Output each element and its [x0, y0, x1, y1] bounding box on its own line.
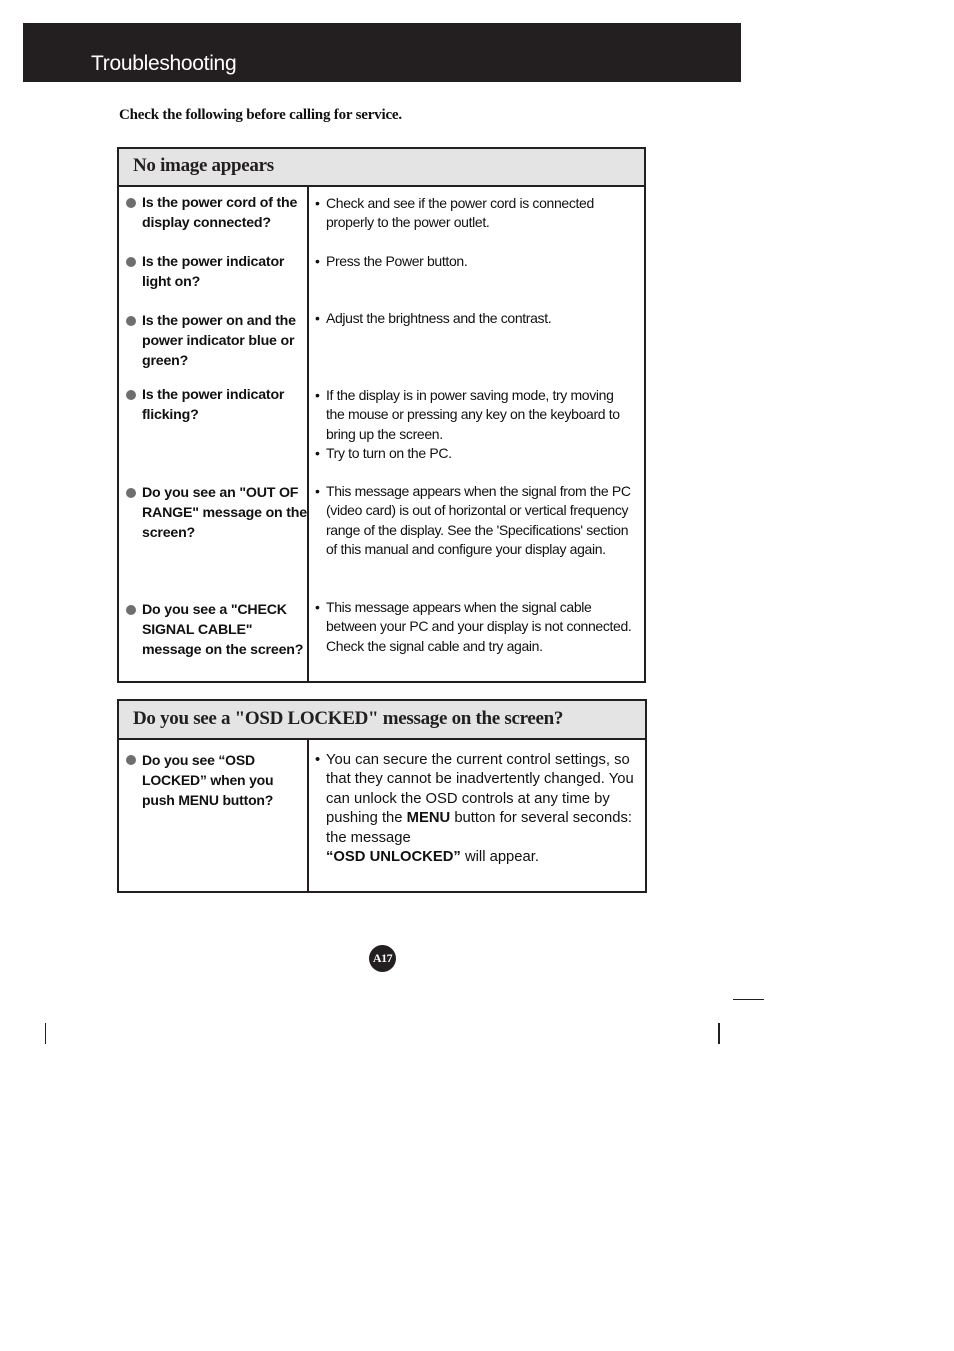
bullet-icon: • — [315, 195, 320, 211]
question-item — [126, 600, 308, 660]
question-item — [126, 483, 308, 543]
answer-item — [315, 598, 635, 656]
section-title: Do you see a "OSD LOCKED" message on the screen? — [133, 708, 564, 729]
answer-text: Try to turn on the PC. — [326, 444, 452, 461]
question-text: Is the power cord of the display connected? — [142, 195, 298, 231]
answer-item — [315, 482, 635, 559]
answer-text: Adjust the brightness and the contrast. — [326, 310, 552, 326]
bullet-dot-icon — [126, 488, 136, 498]
bullet-dot-icon — [126, 198, 136, 208]
answer-item — [315, 252, 635, 271]
bullet-icon: • — [315, 483, 320, 499]
bullet-icon: • — [315, 387, 320, 403]
answer-text: You can secure the current control settings, so that they cannot be inadvertently changed. You can unlock the OSD controls at any time by pushing the MENU button for several seconds: the message “OSD UNLOCKED” will appear. — [326, 752, 634, 866]
answer-item — [315, 386, 635, 463]
question-item — [126, 252, 308, 292]
bullet-icon: • — [315, 599, 320, 615]
bullet-dot-icon — [126, 755, 136, 765]
section-header — [119, 149, 644, 187]
answer-text: If the display is in power saving mode, try moving the mouse or pressing any key on the keyboard to bring up the screen. — [326, 387, 620, 442]
question-text: Is the power on and the power indicator blue or green? — [142, 313, 296, 369]
question-text: Is the power indicator light on? — [142, 254, 285, 290]
answer-text: This message appears when the signal cable between your PC and your display is not connected. Check the signal cable and try again. — [326, 599, 632, 654]
question-text: Is the power indicator flicking? — [142, 387, 285, 423]
crop-mark — [733, 999, 764, 1000]
section-no-image — [117, 147, 646, 683]
bullet-icon: • — [315, 310, 320, 326]
answer-text: Check and see if the power cord is connected properly to the power outlet. — [326, 195, 594, 231]
crop-mark — [718, 1023, 720, 1044]
question-item — [126, 385, 308, 425]
page-title: Troubleshooting — [91, 52, 237, 75]
bullet-icon: • — [315, 444, 320, 461]
bullet-icon: • — [315, 752, 321, 768]
question-text: Do you see an "OUT OF RANGE" message on the screen? — [142, 485, 307, 541]
column-divider — [307, 738, 309, 891]
section-title: No image appears — [133, 155, 274, 176]
question-item — [126, 311, 308, 371]
bullet-dot-icon — [126, 316, 136, 326]
answer-item — [315, 751, 635, 867]
answer-item — [315, 194, 635, 233]
bullet-dot-icon — [126, 257, 136, 267]
answer-item — [315, 309, 635, 328]
question-item — [126, 193, 308, 233]
crop-mark — [45, 1023, 46, 1044]
bullet-icon: • — [315, 253, 320, 269]
section-osd-locked — [117, 699, 647, 893]
section-header — [119, 701, 645, 740]
header-bar — [23, 23, 741, 82]
question-text: Do you see a "CHECK SIGNAL CABLE" message on the screen? — [142, 602, 304, 658]
question-text: Do you see “OSD LOCKED” when you push MENU button? — [142, 752, 274, 808]
page-number-badge: A17 — [369, 945, 396, 972]
answer-text: Press the Power button. — [326, 253, 468, 269]
answer-text: This message appears when the signal from the PC (video card) is out of horizontal or vertical frequency range of the display. See the 'Specifications' section of this manual and configure your display again. — [326, 483, 631, 557]
bullet-dot-icon — [126, 390, 136, 400]
intro-text: Check the following before calling for service. — [119, 107, 402, 123]
bullet-dot-icon — [126, 605, 136, 615]
question-item — [126, 750, 296, 810]
